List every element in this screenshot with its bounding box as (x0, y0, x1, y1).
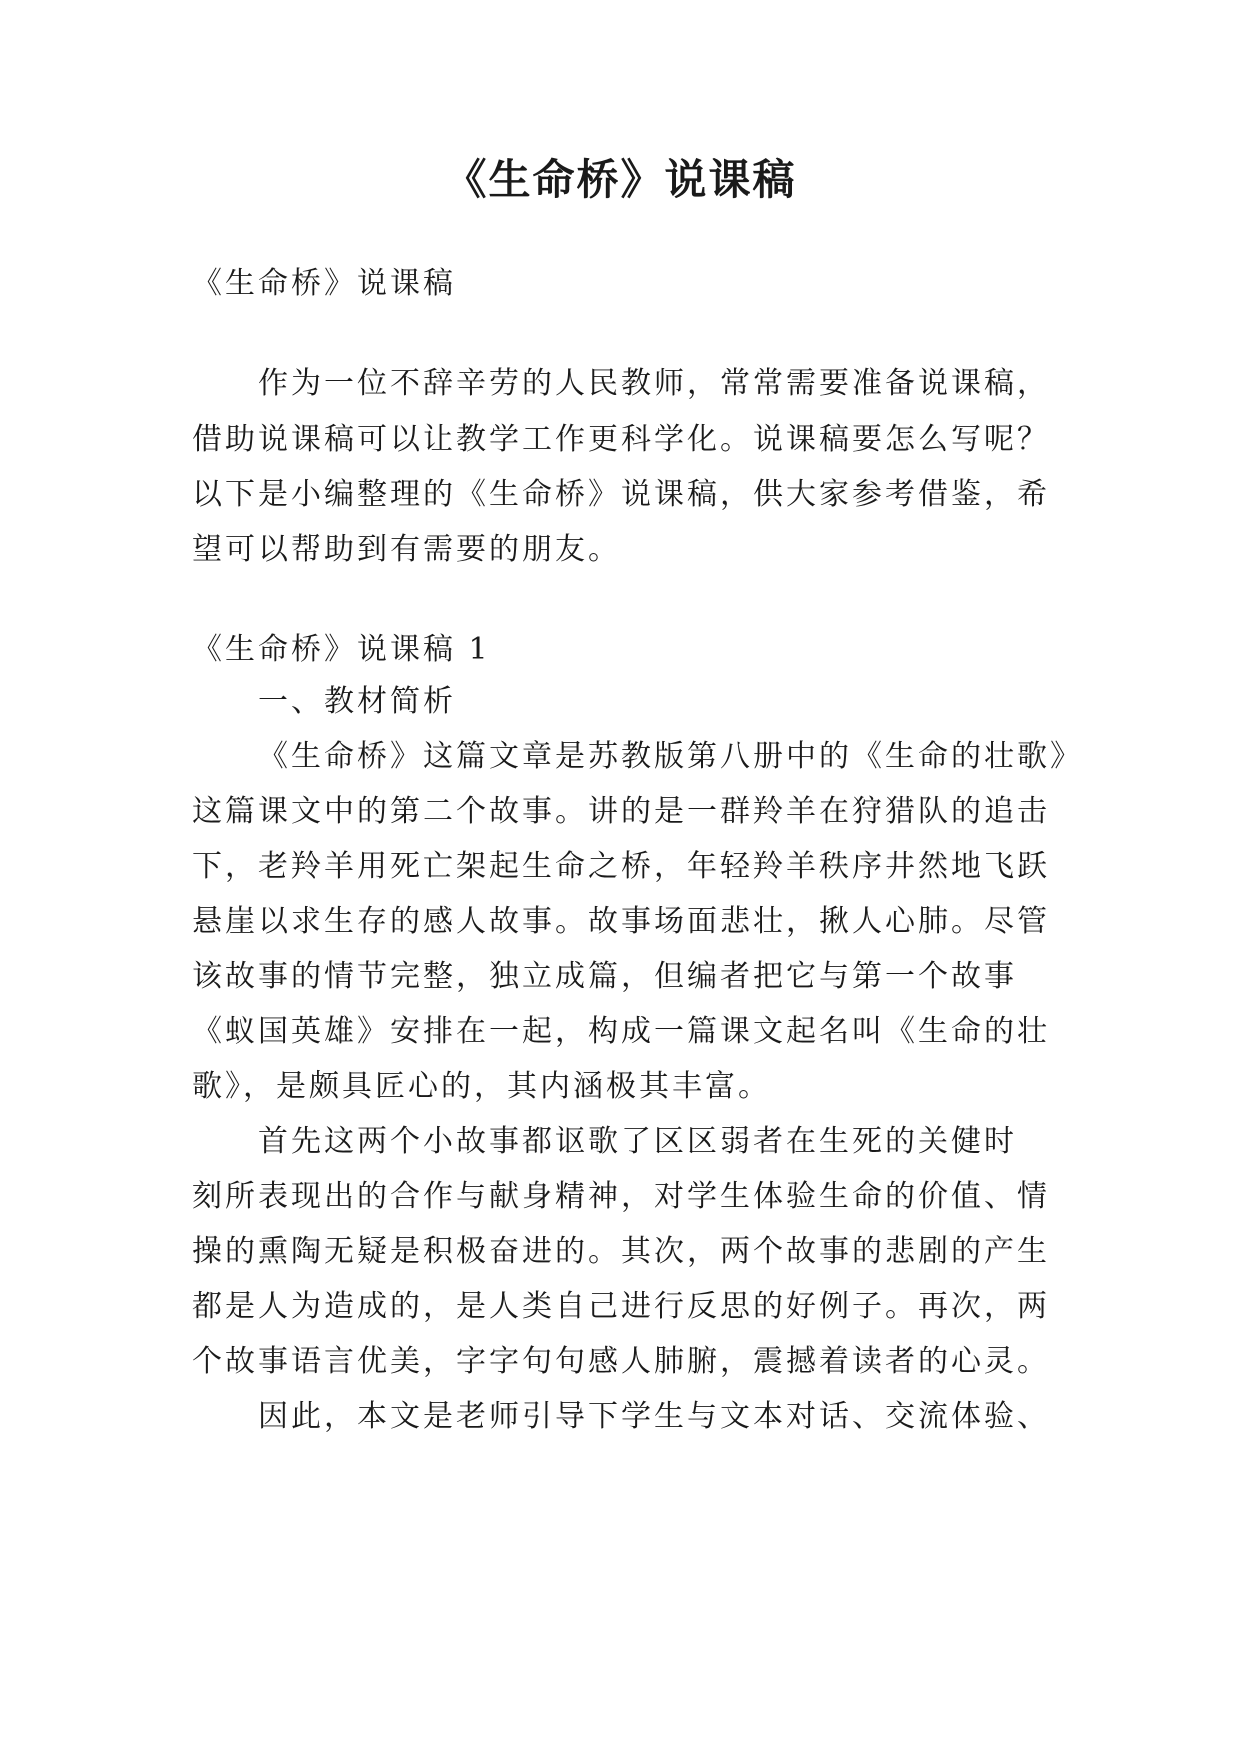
paragraph-line: 悬崖以求生存的感人故事。故事场面悲壮，揪人心肺。尽管 (192, 904, 1050, 939)
intro-line: 借助说课稿可以让教学工作更科学化。说课稿要怎么写呢？ (192, 422, 1050, 457)
paragraph-line: 这篇课文中的第二个故事。讲的是一群羚羊在狩猎队的追击 (192, 794, 1050, 829)
paragraph-line: 下，老羚羊用死亡架起生命之桥，年轻羚羊秩序井然地飞跃 (192, 849, 1050, 884)
intro-line: 以下是小编整理的《生命桥》说课稿，供大家参考借鉴，希 (192, 477, 1050, 512)
paragraph-line: 因此，本文是老师引导下学生与文本对话、交流体验、 (258, 1399, 1050, 1434)
paragraph-line: 操的熏陶无疑是积极奋进的。其次，两个故事的悲剧的产生 (192, 1234, 1050, 1269)
paragraph-line: 首先这两个小故事都讴歌了区区弱者在生死的关健时 (258, 1124, 1017, 1159)
section-title: 《生命桥》说课稿 1 (192, 632, 491, 667)
paragraph-line: 个故事语言优美，字字句句感人肺腑，震撼着读者的心灵。 (192, 1344, 1050, 1379)
paragraph-line: 《生命桥》这篇文章是苏教版第八册中的《生命的壮歌》 (258, 739, 1083, 774)
document-title: 《生命桥》说课稿 (444, 155, 797, 204)
paragraph-line: 该故事的情节完整，独立成篇，但编者把它与第一个故事 (192, 959, 1017, 994)
heading-textbook-analysis: 一、教材简析 (258, 684, 456, 719)
intro-line: 作为一位不辞辛劳的人民教师，常常需要准备说课稿， (258, 366, 1050, 401)
document-subtitle: 《生命桥》说课稿 (192, 266, 456, 301)
paragraph-line: 刻所表现出的合作与献身精神，对学生体验生命的价值、情 (192, 1179, 1050, 1214)
paragraph-line: 都是人为造成的，是人类自己进行反思的好例子。再次，两 (192, 1289, 1050, 1324)
paragraph-line: 歌》，是颇具匠心的，其内涵极其丰富。 (192, 1069, 771, 1104)
intro-line: 望可以帮助到有需要的朋友。 (192, 532, 621, 567)
paragraph-line: 《蚁国英雄》安排在一起，构成一篇课文起名叫《生命的壮 (192, 1014, 1050, 1049)
